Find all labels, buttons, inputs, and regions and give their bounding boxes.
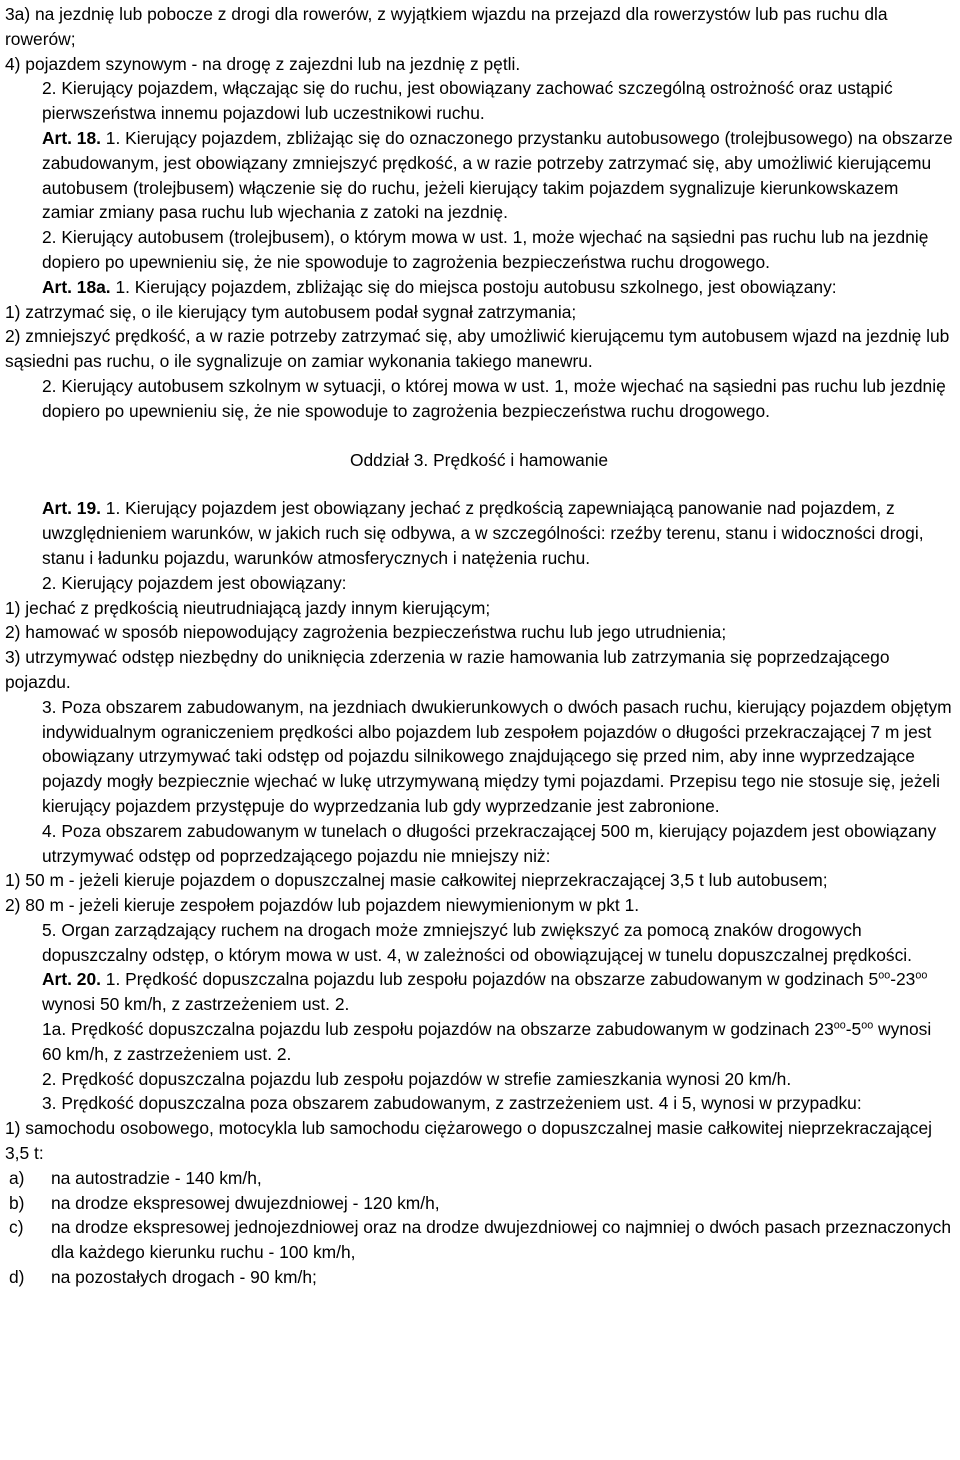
paragraph [5,918,953,968]
paragraph-text: 5. Organ zarządzający ruchem na drogach może zmniejszyć lub zwiększyć za pomocą znaków drogowych dopuszczalny odstęp, o którym mowa w ust. 4, w zależności od obowiązującej w tunelu dopuszczalnej prędkości. [42,919,912,965]
list-item-text: na pozostałych drogach - 90 km/h; [51,1267,317,1288]
paragraph-text: 2) 80 m - jeżeli kieruje zespołem pojazdów lub pojazdem niewymienionym w pkt 1. [5,895,640,916]
paragraph [5,2,953,52]
article-number: Art. 18. [42,127,101,148]
paragraph [5,596,953,621]
paragraph [5,324,953,374]
paragraph-text: 3. Prędkość dopuszczalna poza obszarem zabudowanym, z zastrzeżeniem ust. 4 i 5, wynosi w przypadku: [42,1093,862,1114]
section-after-heading [5,496,953,1166]
paragraph-text: -5 [845,1019,862,1040]
list-item-label: b) [9,1192,25,1213]
paragraph [5,868,953,893]
paragraph-text: 1) samochodu osobowego, motocykla lub samochodu ciężarowego o dopuszczalnej masie całkowitej nieprzekraczającej 3,5 t: [5,1118,933,1164]
paragraph-text: 1) 50 m - jeżeli kieruje pojazdem o dopuszczalnej masie całkowitej nieprzekraczającej 3,5 t lub autobusem; [5,870,828,891]
paragraph-text: wynosi 50 km/h, z zastrzeżeniem ust. 2. [42,994,350,1015]
paragraph-text: -23 [890,969,916,990]
paragraph [5,571,953,596]
list-item-label: d) [9,1267,25,1288]
paragraph-text: 2. Kierujący autobusem (trolejbusem), o którym mowa w ust. 1, może wjechać na sąsiedni pas ruchu lub na jezdnię dopiero po upewnieniu się, że nie spowoduje to zagrożenia bezpieczeństwa ruchu drogowego. [42,227,929,272]
paragraph-text: 2. Kierujący pojazdem, włączając się do ruchu, jest obowiązany zachować szczególną ostrożność oraz ustąpić pierwszeństwa innemu pojazdowi lub uczestnikowi ruchu. [42,78,893,124]
list-item [5,1215,953,1265]
list-item [5,1166,953,1191]
superscript: oo [878,969,891,982]
paragraph [5,620,953,645]
paragraph-text: 4) pojazdem szynowym - na drogę z zajezdni lub na jezdnię z pętli. [5,53,521,74]
paragraph [5,300,953,325]
paragraph-text: 1. Kierujący pojazdem, zbliżając się do miejsca postoju autobusu szkolnego, jest obowiązany: [110,276,837,297]
paragraph [5,1067,953,1092]
article-number: Art. 19. [42,498,101,519]
superscript: oo [833,1019,846,1032]
list-item-label: a) [9,1167,25,1188]
paragraph [5,1116,953,1166]
paragraph-text: 2. Kierujący autobusem szkolnym w sytuacji, o której mowa w ust. 1, może wjechać na sąsiedni pas ruchu lub jezdnię dopiero po upewnieniu się, że nie spowoduje to zagrożenia bezpieczeństwa ruchu drogowego. [42,375,946,421]
paragraph-text: 1a. Prędkość dopuszczalna pojazdu lub zespołu pojazdów na obszarze zabudowanym w godzinach 23 [42,1019,834,1040]
list-item-label: c) [9,1217,24,1238]
paragraph [5,645,953,695]
paragraph-text: wynosi 60 km/h, z zastrzeżeniem ust. 2. [42,1019,932,1064]
list-item-text: na drodze ekspresowej jednojezdniowej oraz na drodze dwujezdniowej co najmniej o dwóch pasach przeznaczonych dla każdego kierunku ruchu - 100 km/h, [51,1217,952,1263]
paragraph [5,225,953,275]
article-number: Art. 18a. [42,276,111,297]
document-page [5,2,953,1290]
paragraph [5,126,953,225]
paragraph-text: 1. Kierujący pojazdem, zbliżając się do oznaczonego przystanku autobusowego (trolejbusowego) na obszarze zabudowanym, jest obowiązany zmniejszyć prędkość, a w razie potrzeby zatrzymać się, aby umożliwić kierującemu autobusem (trolejbusem) włączenie się do ruchu, jeżeli kierujący takim pojazdem sygnalizuje kierunkowskazem zamiar zmiany pasa ruchu lub wjechania z zatoki na jezdnię. [42,127,953,223]
paragraph-text: 1. Kierujący pojazdem jest obowiązany jechać z prędkością zapewniającą panowanie nad pojazdem, z uwzględnieniem warunków, w jakich ruch się odbywa, a w szczególności: rzeźby terenu, stanu i widoczności drogi, stanu i ładunku pojazdu, warunków atmosferycznych i natężenia ruchu. [42,498,924,568]
paragraph [5,893,953,918]
lettered-list [5,1166,953,1290]
paragraph-text: 1) zatrzymać się, o ile kierujący tym autobusem podał sygnał zatrzymania; [5,301,577,322]
paragraph-text: 1. Prędkość dopuszczalna pojazdu lub zespołu pojazdów na obszarze zabudowanym w godzinach 5 [100,969,879,990]
paragraph [5,1091,953,1116]
paragraph-text: 2) hamować w sposób niepowodujący zagrożenia bezpieczeństwa ruchu lub jego utrudnienia; [5,622,727,643]
paragraph [5,1017,953,1067]
list-item [5,1191,953,1216]
list-item [5,1265,953,1290]
paragraph [5,275,953,300]
list-item-text: na autostradzie - 140 km/h, [51,1167,262,1188]
paragraph [5,967,953,1017]
paragraph-text: 2. Kierujący pojazdem jest obowiązany: [42,572,347,593]
paragraph-text: 2) zmniejszyć prędkość, a w razie potrzeby zatrzymać się, aby umożliwić kierującemu tym autobusem wjazd na jezdnię lub sąsiedni pas ruchu, o ile sygnalizuje on zamiar wykonania takiego manewru. [5,326,950,372]
paragraph-text: 2. Prędkość dopuszczalna pojazdu lub zespołu pojazdów w strefie zamieszkania wynosi 20 km/h. [42,1068,792,1089]
paragraph [5,76,953,126]
superscript: oo [915,969,928,982]
superscript: oo [861,1019,874,1032]
paragraph-text: 3a) na jezdnię lub pobocze z drogi dla rowerów, z wyjątkiem wjazdu na przejazd dla rowerzystów lub pas ruchu dla rowerów; [5,4,888,49]
paragraph [5,52,953,77]
paragraph-text: 3. Poza obszarem zabudowanym, na jezdniach dwukierunkowych o dwóch pasach ruchu, kierujący pojazdem objętym indywidualnym ograniczeniem prędkości albo pojazdem lub zespołem pojazdów o długości przekraczającej 7 m jest obowiązany utrzymywać taki odstęp od pojazdu silnikowego znajdującego się przed nim, aby inne wyprzedzające pojazdy mogły bezpiecznie wjechać w lukę utrzymywaną między tymi pojazdami. Przepisu tego nie stosuje się, jeżeli kierujący pojazdem przystępuje do wyprzedzania lub gdy wyprzedzanie jest zabronione. [42,696,952,816]
paragraph-text: 4. Poza obszarem zabudowanym w tunelach o długości przekraczającej 500 m, kierujący pojazdem jest obowiązany utrzymywać odstęp od poprzedzającego pojazdu nie mniejszy niż: [42,820,937,866]
list-item-text: na drodze ekspresowej dwujezdniowej - 120 km/h, [51,1192,440,1213]
section-heading: Oddział 3. Prędkość i hamowanie [349,449,609,470]
section-before-heading [5,2,953,424]
paragraph-text: 3) utrzymywać odstęp niezbędny do uniknięcia zderzenia w razie hamowania lub zatrzymania się poprzedzającego pojazdu. [5,647,890,692]
paragraph [5,695,953,819]
article-number: Art. 20. [42,969,101,990]
paragraph-text: 1) jechać z prędkością nieutrudniającą jazdy innym kierującym; [5,597,491,618]
paragraph [5,819,953,869]
paragraph [5,374,953,424]
paragraph [5,496,953,570]
